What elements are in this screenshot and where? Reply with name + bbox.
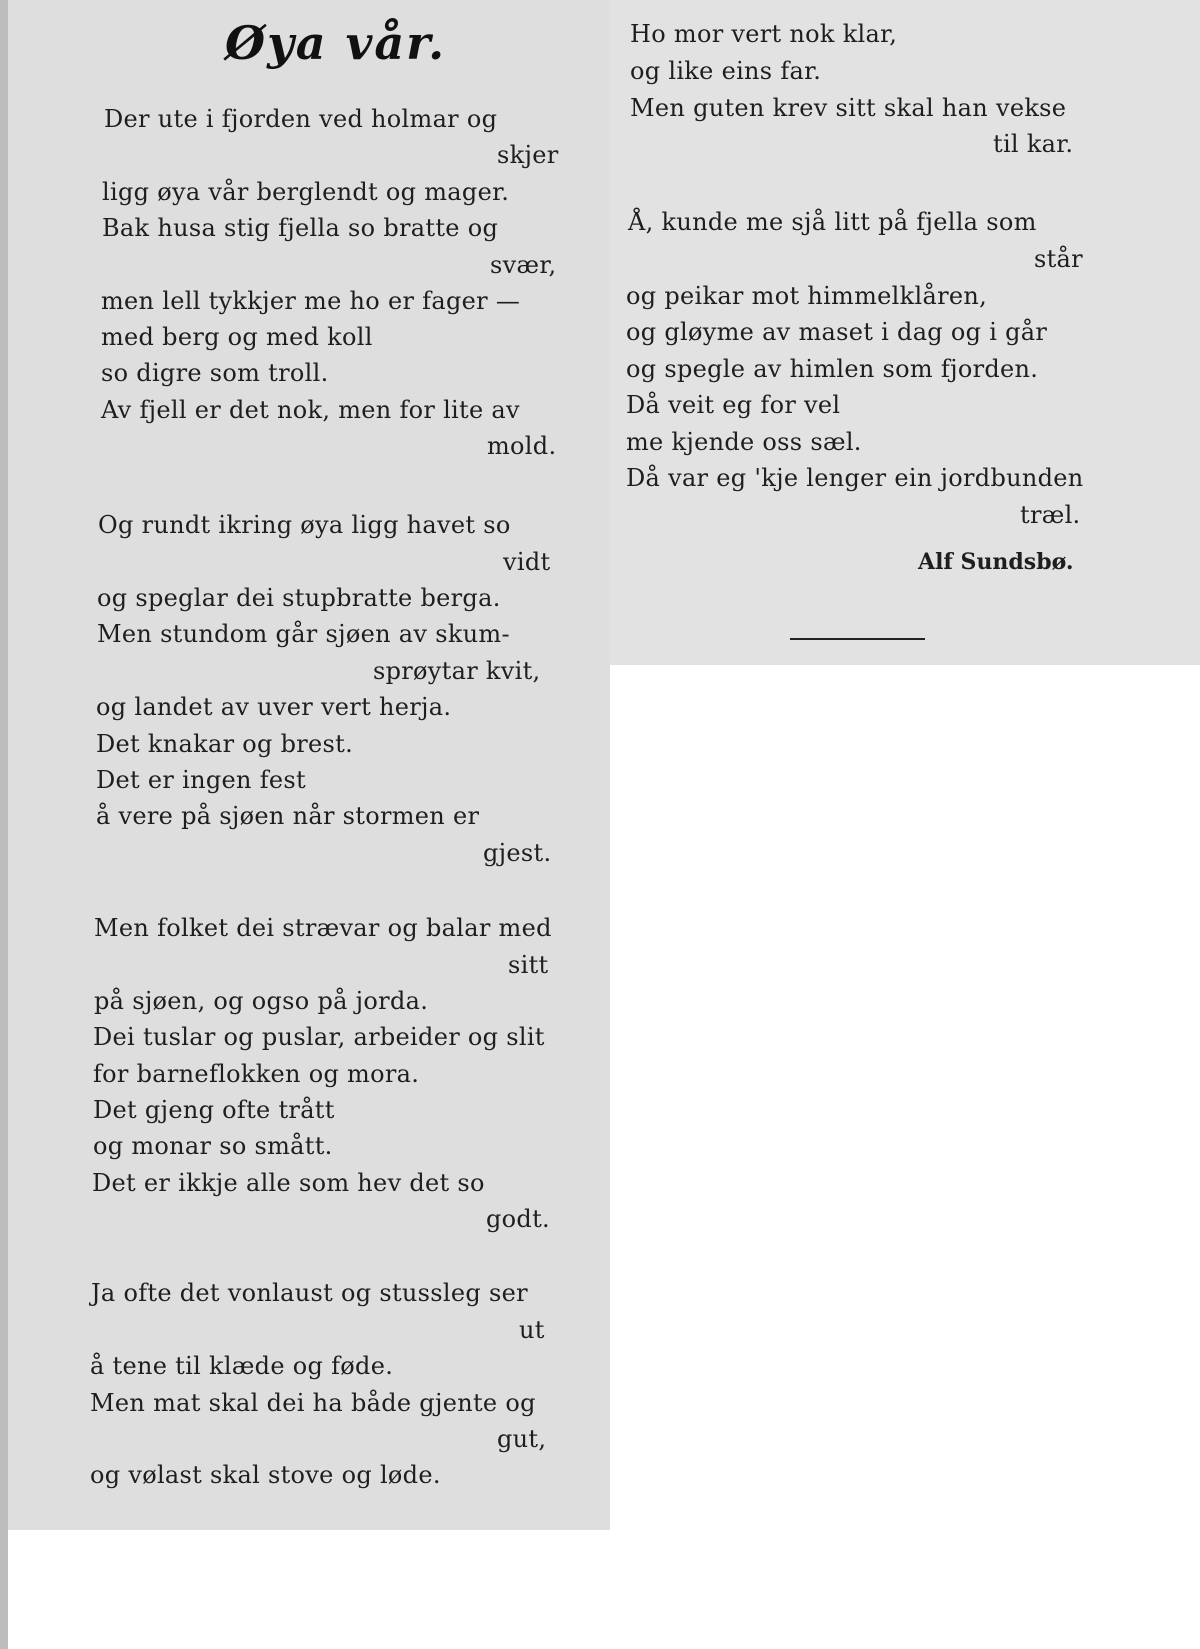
- poem-line: Men guten krev sitt skal han vekse: [630, 94, 1067, 122]
- poem-line: sprøytar kvit,: [373, 657, 541, 685]
- poem-line: å tene til klæde og føde.: [90, 1352, 394, 1380]
- poem-line: ligg øya vår berglendt og mager.: [102, 178, 510, 206]
- poem-line: og speglar dei stupbratte berga.: [97, 584, 501, 612]
- poem-line: til kar.: [993, 130, 1074, 158]
- poem-line: og gløyme av maset i dag og i går: [626, 318, 1048, 346]
- poem-line: for barneflokken og mora.: [93, 1060, 420, 1088]
- poem-line: Men mat skal dei ha både gjente og: [90, 1389, 536, 1417]
- poem-line: vidt: [503, 548, 551, 576]
- poem-line: og like eins far.: [630, 57, 822, 85]
- poem-line: Men folket dei strævar og balar med: [94, 914, 552, 942]
- poem-line: Dei tuslar og puslar, arbeider og slit: [93, 1023, 545, 1051]
- poem-line: so digre som troll.: [101, 359, 329, 387]
- poem-line: og peikar mot himmelklåren,: [626, 282, 988, 310]
- poem-line: ut: [519, 1316, 545, 1344]
- poem-line: og vølast skal stove og løde.: [90, 1461, 441, 1489]
- poem-line: står: [1034, 245, 1083, 273]
- poem-line: og landet av uver vert herja.: [96, 693, 452, 721]
- poem-title: Øya vår.: [225, 16, 447, 70]
- poem-line: godt.: [486, 1205, 550, 1233]
- poem-line: Ja ofte det vonlaust og stussleg ser: [91, 1279, 528, 1307]
- poem-line: men lell tykkjer me ho er fager —: [101, 287, 521, 315]
- scan-edge-shadow: [0, 0, 8, 1649]
- poem-line: med berg og med koll: [101, 323, 373, 351]
- poem-line: Det knakar og brest.: [96, 730, 354, 758]
- poem-line: og spegle av himlen som fjorden.: [626, 355, 1039, 383]
- poem-line: Å, kunde me sjå litt på fjella som: [628, 208, 1037, 236]
- poem-line: Det gjeng ofte trått: [93, 1096, 335, 1124]
- poem-line: Det er ingen fest: [96, 766, 306, 794]
- poem-line: sitt: [508, 951, 549, 979]
- poem-line: Bak husa stig fjella so bratte og: [102, 214, 499, 242]
- end-rule: [790, 638, 925, 640]
- poem-line: Det er ikkje alle som hev det so: [92, 1169, 485, 1197]
- poem-line: mold.: [487, 432, 557, 460]
- poem-line: træl.: [1020, 501, 1081, 529]
- poem-line: svær,: [490, 251, 557, 279]
- poem-line: på sjøen, og ogso på jorda.: [94, 987, 429, 1015]
- poem-line: gjest.: [483, 839, 552, 867]
- poem-author: Alf Sundsbø.: [918, 549, 1074, 575]
- poem-line: og monar so smått.: [93, 1132, 333, 1160]
- poem-line: Av fjell er det nok, men for lite av: [101, 396, 520, 424]
- poem-line: me kjende oss sæl.: [626, 428, 862, 456]
- poem-line: Då veit eg for vel: [626, 391, 841, 419]
- poem-line: gut,: [497, 1425, 547, 1453]
- poem-line: Då var eg 'kje lenger ein jordbunden: [626, 464, 1084, 492]
- poem-line: Ho mor vert nok klar,: [630, 20, 898, 48]
- poem-line: å vere på sjøen når stormen er: [96, 802, 480, 830]
- poem-line: skjer: [497, 141, 559, 169]
- poem-line: Men stundom går sjøen av skum-: [97, 620, 510, 648]
- poem-line: Der ute i fjorden ved holmar og: [104, 105, 498, 133]
- poem-line: Og rundt ikring øya ligg havet so: [98, 511, 511, 539]
